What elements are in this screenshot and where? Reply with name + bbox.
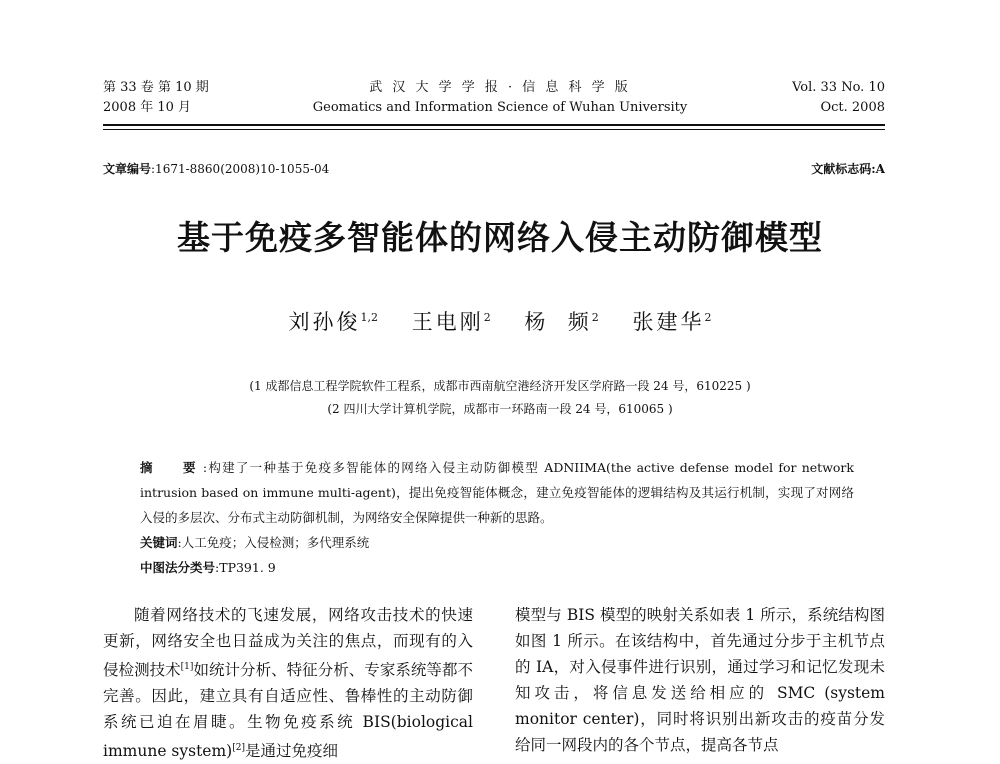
clc-label: 中图法分类号 [140, 560, 216, 575]
abstract-text: :构建了一种基于免疫多智能体的网络入侵主动防御模型 ADNIIMA(the active defense model for network intrusion based on immune multi-agent)，提出免疫智能体概念，建立免疫智能体的逻辑结构及其运行机制，实现了对网络入侵的多层次、分布式主动防御机制，为网络安全保障提供一种新的思路。 [140, 460, 854, 525]
paper-title: 基于免疫多智能体的网络入侵主动防御模型 [177, 218, 823, 257]
journal-name-cn: 武 汉 大 学 学 报 · 信 息 科 学 版 [369, 80, 631, 95]
volume-issue-en: Vol. 33 No. 10 [792, 80, 885, 95]
author-name: 杨 频 [524, 310, 592, 334]
affiliation-1: (1 成都信息工程学院软件工程系，成都市西南航空港经济开发区学府路一段 24 号，610225 ) [249, 379, 751, 393]
header-rule-thick [103, 124, 885, 126]
article-number-label: 文章编号 [103, 162, 152, 176]
clc-number [140, 555, 854, 580]
author [524, 310, 598, 334]
body-text: 如统计分析、特征分析、专家系统等都不完善。因此，建立具有自适应性、鲁棒性的主动防御系统已迫在眉睫。生物免疫系统 BIS(biological immune system) [103, 661, 473, 761]
author-name: 刘孙俊 [288, 310, 361, 334]
clc-text: :TP391. 9 [215, 560, 276, 575]
document-code [811, 160, 885, 177]
author-affiliation-mark: 2 [591, 311, 599, 324]
abstract-label: 摘 要 [140, 460, 203, 475]
author [289, 310, 379, 334]
author-affiliation-mark: 2 [483, 311, 491, 324]
body-text: 随着网络技术的飞速发展，网络攻击技术的快速更新，网络安全也日益成为关注的焦点，而现有的入侵检测技术 [103, 606, 473, 680]
keywords-text: :人工免疫；入侵检测；多代理系统 [177, 535, 370, 550]
author [412, 310, 491, 334]
citation-ref: [1] [180, 662, 194, 672]
document-code-label: 文献标志码 [811, 162, 872, 176]
body-column-left [103, 602, 473, 764]
abstract-block [140, 455, 854, 580]
citation-ref: [2] [232, 743, 245, 754]
volume-issue: 第 33 卷 第 10 期 [103, 80, 209, 95]
keywords-label: 关键词 [140, 535, 178, 550]
running-header-left [103, 78, 209, 118]
body-text: 是通过免疫细 [244, 742, 338, 761]
author [632, 310, 711, 334]
abstract [140, 455, 854, 530]
author-list [0, 306, 1000, 336]
body-column-right: 模型与 BIS 模型的映射关系如表 1 所示，系统结构图如图 1 所示。在该结构中，首先通过分步于主机节点的 IA，对入侵事件进行识别，通过学习和记忆发现未知攻击，将信息发送给相应的 SMC (system monitor center)，同时将识别出新攻击的疫苗分发给同一网段内的各个节点，提高各节点 [515, 606, 886, 754]
header-rule-thin [103, 129, 885, 130]
running-header-right [792, 78, 885, 118]
keywords [140, 530, 854, 555]
running-header-center [300, 78, 700, 118]
author-affiliation-mark: 2 [704, 311, 712, 324]
article-number [103, 160, 329, 177]
author-affiliation-mark: 1,2 [360, 311, 379, 324]
article-number-value: :1671-8860(2008)10-1055-04 [151, 162, 330, 176]
affiliation-2: (2 四川大学计算机学院，成都市一环路南一段 24 号，610065 ) [327, 402, 673, 416]
publication-date-en: Oct. 2008 [820, 100, 885, 115]
publication-date: 2008 年 10 月 [103, 100, 192, 115]
author-name: 王电刚 [411, 310, 484, 334]
author-name: 张建华 [632, 310, 705, 334]
document-code-value: :A [871, 162, 885, 176]
journal-name-en: Geomatics and Information Science of Wuhan University [312, 100, 688, 115]
